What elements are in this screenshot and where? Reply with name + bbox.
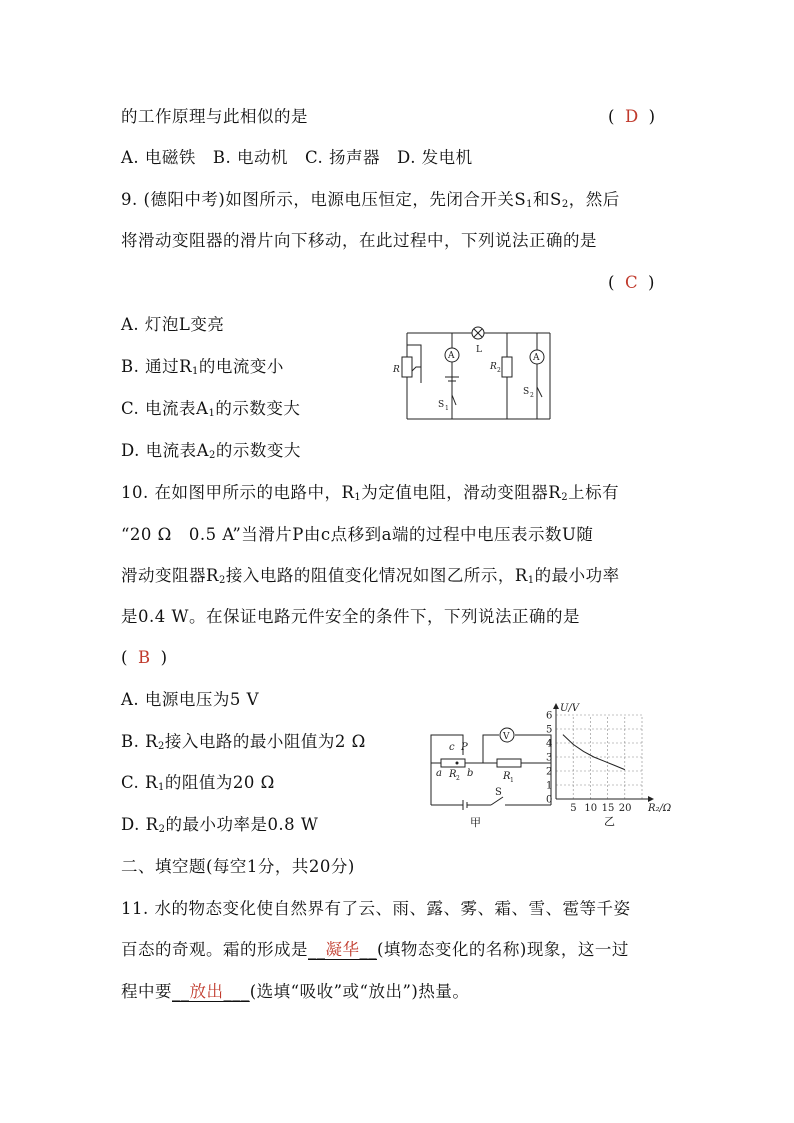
q10-graph: [540, 695, 680, 825]
q10-option-c: C. $R_1$的阻值为20 Ω: [121, 773, 275, 793]
q9-option-a: A. 灯泡L变亮: [121, 315, 225, 334]
q9-s1-label: S: [438, 400, 445, 410]
q9-s1-sub: 1: [445, 405, 449, 412]
q10-option-b: B. $R_2$接入电路的最小阻值为2 Ω: [121, 732, 366, 752]
y-tick-label: 6: [546, 710, 553, 722]
q9-lamp-label: L: [476, 345, 482, 355]
q8-line: 的工作原理与此相似的是: [121, 107, 308, 126]
q10-r1-sub: 1: [510, 777, 514, 784]
q10-b-label: b: [467, 768, 474, 779]
x-tick-label: 20: [618, 803, 632, 814]
q10-fig-jia-caption: 甲: [470, 816, 481, 829]
x-axis-label: R₂/Ω: [648, 803, 672, 814]
q10-voltmeter: V: [503, 732, 510, 742]
q10-a-label: a: [436, 768, 442, 779]
q10-line2: “20 Ω 0.5 A”当滑片P由c点移到a端的过程中电压表示数U随: [121, 525, 594, 544]
q9-ammeter-a2: A: [533, 353, 540, 363]
q11-line2: 百态的奇观。霜的形成是__凝华__(填物态变化的名称)现象，这一过: [121, 940, 629, 959]
q10-p-label: P: [461, 742, 468, 753]
y-tick-label: 4: [546, 738, 553, 750]
q10-fig-yi-caption: 乙: [604, 815, 615, 828]
q9-option-b: B. 通过$R_1$的电流变小: [121, 357, 284, 377]
y-tick-label: 3: [546, 752, 553, 764]
q9-option-c: C. 电流表$A_1$的示数变大: [121, 399, 301, 419]
q10-circuit-diagram: [425, 715, 555, 825]
x-tick-label: 15: [601, 803, 615, 814]
q10-r2-sub: 2: [456, 775, 460, 782]
x-tick-label: 10: [584, 803, 598, 814]
q9-s2-label: S: [523, 387, 530, 397]
q10-option-a: A. 电源电压为5 V: [121, 690, 260, 709]
q9-circuit-diagram: [390, 325, 570, 425]
y-tick-label: 0: [546, 794, 553, 806]
q10-r2-label: R: [449, 769, 457, 780]
q10-line1: 10. 在如图甲所示的电路中，$R_1$为定值电阻，滑动变阻器$R_2$上标有: [121, 483, 620, 503]
q9-answer: C: [624, 273, 638, 292]
x-axis-arrow: [648, 796, 654, 802]
q10-answer-paren: ( B ): [121, 648, 168, 667]
y-tick-label: 5: [546, 724, 553, 736]
q9-line2: 将滑动变阻器的滑片向下移动，在此过程中，下列说法正确的是: [121, 231, 597, 250]
q9-r2-sub: 2: [497, 367, 501, 374]
q9-option-d: D. 电流表$A_2$的示数变大: [121, 441, 301, 461]
q9-r2-label: R: [490, 362, 497, 372]
q8-answer-paren: ( D ): [608, 107, 656, 126]
q9-s2-sub: 2: [530, 392, 534, 399]
q11-blank1-answer: 凝华: [325, 940, 360, 959]
q10-slider-point: [456, 762, 459, 765]
y-tick-label: 1: [546, 780, 553, 792]
q10-answer: B: [137, 648, 151, 667]
q11-line1: 11. 水的物态变化使自然界有了云、雨、露、雾、霜、雪、雹等千姿: [121, 899, 631, 918]
q10-c-label: c: [449, 742, 455, 753]
q11-line3: 程中要__放出___(选填“吸收”或“放出”)热量。: [121, 982, 470, 1001]
q9-rheostat-label: R: [393, 365, 400, 375]
q8-options: A. 电磁铁 B. 电动机 C. 扬声器 D. 发电机: [121, 148, 473, 167]
q10-option-d: D. $R_2$的最小功率是0.8 W: [121, 815, 319, 835]
q9-answer-paren: ( C ): [608, 273, 655, 292]
q10-r1-label: R: [503, 771, 511, 782]
y-axis-arrow: [553, 703, 559, 709]
q10-line3: 滑动变阻器$R_2$接入电路的阻值变化情况如图乙所示，$R_1$的最小功率: [121, 566, 620, 586]
q8-answer: D: [624, 107, 639, 126]
section2-title: 二、填空题(每空1分，共20分): [121, 857, 355, 876]
q9-ammeter-a1: A: [448, 351, 455, 361]
q10-line4: 是0.4 W。在保证电路元件安全的条件下，下列说法正确的是: [121, 607, 580, 626]
x-tick-label: 5: [570, 803, 577, 814]
q11-blank2-answer: 放出: [189, 982, 224, 1001]
data-curve: [563, 735, 625, 770]
y-tick-label: 2: [546, 766, 553, 778]
q10-switch-label: S: [495, 787, 502, 798]
y-axis-label: U/V: [560, 703, 580, 714]
q9-line1: 9. (德阳中考)如图所示，电源电压恒定，先闭合开关$S_1$和$S_2$，然后: [121, 190, 620, 210]
